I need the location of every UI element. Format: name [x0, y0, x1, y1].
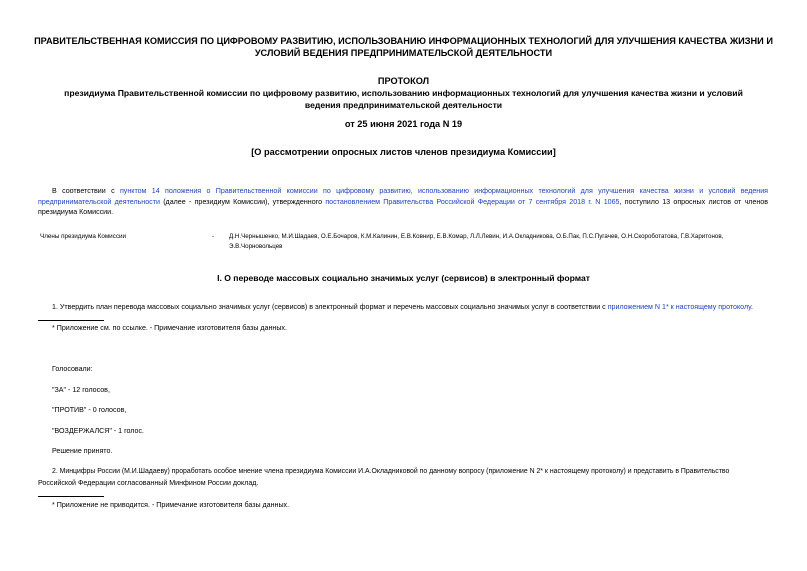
- commission-regulation-link[interactable]: пунктом 14 положения о Правительственной комиссии по цифровому развитию, использованию информационных технологий для улучшения качества жизни и условий ведения предпринимательской деятельности: [38, 187, 768, 206]
- members-label: Члены президиума Комиссии: [40, 233, 127, 240]
- protocol-subject: [О рассмотрении опросных листов членов президиума Комиссии]: [251, 147, 556, 157]
- item2-paragraph: [38, 467, 778, 488]
- members-list-line2: Э.В.Чорновольцев: [229, 243, 283, 250]
- intro-text-3: , поступило 13 опросных листов от членов президиума Комиссии.: [38, 197, 768, 216]
- government-decree-link[interactable]: постановлением Правительства Российской Федерации от 7 сентября 2018 г. N 1065: [325, 197, 620, 206]
- vote-vozderzhalsya: "ВОЗДЕРЖАЛСЯ" - 1 голос.: [52, 427, 144, 435]
- intro-text-1: В соответствии с: [52, 187, 120, 195]
- footnote-divider-2: [38, 496, 104, 497]
- footnote1: * Приложение см. по ссылке. - Примечание изготовителя базы данных.: [52, 324, 287, 332]
- footnote2: * Приложение не приводится. - Примечание изготовителя базы данных.: [52, 501, 290, 509]
- commission-title: [30, 35, 777, 59]
- members-list-line1: Д.Н.Чернышенко, М.И.Шадаев, О.Е.Бочаров, К.М.Калинин, Е.В.Ковнир, Е.В.Комар, Л.Л.Левин, И.А.Окладникова, О.Б.Пак, П.С.Пугачев, О.Н.Скороботатова, Г.В.Харитонов,: [229, 233, 724, 240]
- item1-text: 1. Утвердить план перевода массовых социально значимых услуг (сервисов) в электронный формат и перечень массовых социально значимых услуг в соответствии с: [52, 303, 608, 311]
- intro-text-2: (далее - президиум Комиссии), утвержденного: [159, 197, 326, 206]
- protocol-date-number: от 25 июня 2021 года N 19: [344, 119, 463, 129]
- decision-text: Решение принято.: [52, 447, 113, 455]
- vote-za: "ЗА" - 12 голосов,: [52, 386, 110, 394]
- footnote-divider: [38, 320, 104, 321]
- voting-label: Голосовали:: [52, 365, 93, 373]
- members-dash: -: [212, 233, 215, 240]
- members-list: [229, 232, 789, 252]
- protocol-subtitle-line2: ведения предпринимательской деятельности: [304, 100, 503, 110]
- item2-line1: 2. Минцифры России (М.И.Шадаеву) проработать особое мнение члена президиума Комиссии И.А.Окладниковой по данному вопросу (приложение N 2* к настоящему протоколу) и представить в Правительство: [52, 468, 730, 475]
- section1-heading: I. О переводе массовых социально значимых услуг (сервисов) в электронный формат: [217, 273, 590, 283]
- commission-title-line2: УСЛОВИЙ ВЕДЕНИЯ ПРЕДПРИНИМАТЕЛЬСКОЙ ДЕЯТЕЛЬНОСТИ: [254, 48, 553, 58]
- item2-line2: Российской Федерации согласованный Минфином России доклад.: [38, 478, 259, 487]
- item1-end: .: [750, 303, 753, 311]
- protocol-subtitle-line1: президиума Правительственной комиссии по цифровому развитию, использованию информационных технологий для улучшения качества жизни и условий: [64, 88, 743, 98]
- commission-title-line1: ПРАВИТЕЛЬСТВЕННАЯ КОМИССИЯ ПО ЦИФРОВОМУ РАЗВИТИЮ, ИСПОЛЬЗОВАНИЮ ИНФОРМАЦИОННЫХ ТЕХНОЛОГИЙ ДЛЯ УЛУЧШЕНИЯ КАЧЕСТВА ЖИЗНИ И: [34, 36, 773, 46]
- intro-paragraph: [38, 186, 768, 218]
- appendix1-link[interactable]: приложением N 1* к настоящему протоколу: [607, 303, 751, 311]
- vote-protiv: "ПРОТИВ" - 0 голосов,: [52, 406, 127, 414]
- protocol-subtitle: [30, 87, 777, 111]
- item1-paragraph: [52, 302, 792, 313]
- protocol-label: ПРОТОКОЛ: [377, 76, 430, 86]
